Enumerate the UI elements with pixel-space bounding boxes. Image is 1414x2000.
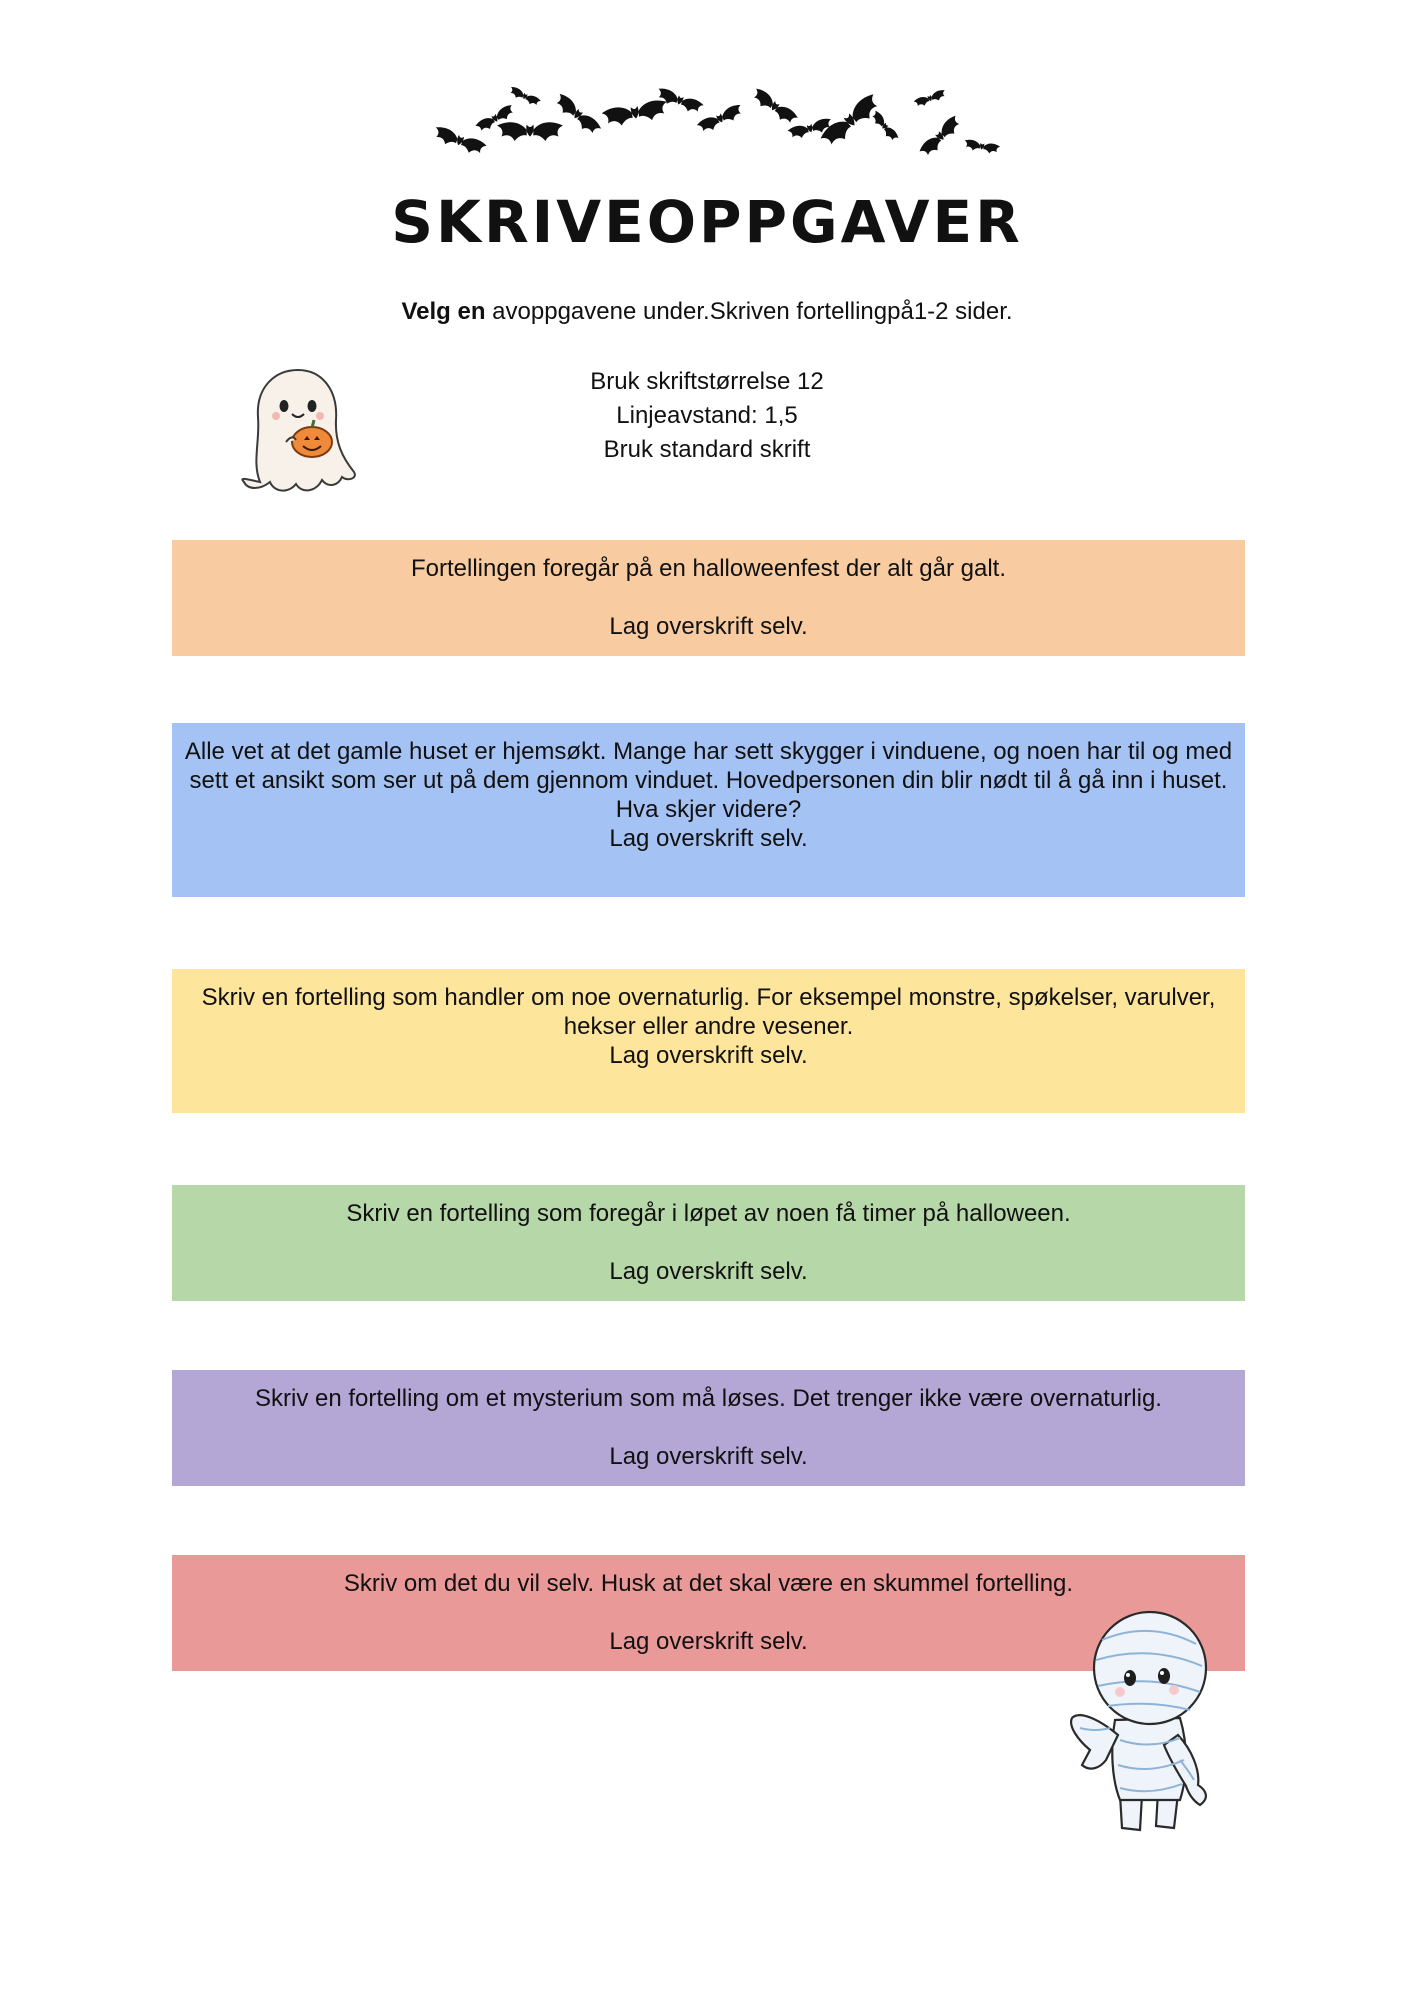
ghost-with-pumpkin-icon [230, 362, 365, 502]
task-text: Skriv en fortelling som foregår i løpet av noen få timer på halloween. [346, 1200, 1071, 1227]
task-box-1 [172, 540, 1245, 656]
task-box-5 [172, 1370, 1245, 1486]
task-text: Skriv en fortelling om et mysterium som må løses. Det trenger ikke være overnaturlig. [255, 1385, 1162, 1412]
task-text: Alle vet at det gamle huset er hjemsøkt. Mange har sett skygger i vinduene, og noen har til og med sett et ansikt som ser ut på dem gjennom vinduet. Hovedpersonen din blir nødt til å gå inn i huset. Hva skjer videre? [184, 738, 1233, 823]
task-footer: Lag overskrift selv. [609, 613, 808, 640]
task-text: Skriv om det du vil selv. Husk at det skal være en skummel fortelling. [343, 1570, 1074, 1597]
rule-font-size: Bruk skriftstørrelse 12 [590, 368, 824, 395]
task-footer: Lag overskrift selv. [609, 1628, 808, 1655]
task-box-3 [172, 969, 1245, 1113]
task-footer: Lag overskrift selv. [609, 1042, 808, 1069]
rule-font: Bruk standard skrift [603, 436, 811, 463]
task-box-4 [172, 1185, 1245, 1301]
intro-text [0, 298, 1414, 326]
mummy-icon [1060, 1600, 1235, 1845]
task-footer: Lag overskrift selv. [609, 1443, 808, 1470]
page-title: SKRIVEOPPGAVER [391, 188, 1023, 256]
task-text: Skriv en fortelling som handler om noe overnaturlig. For eksempel monstre, spøkelser, varulver, hekser eller andre vesener. [201, 984, 1216, 1040]
format-rules [0, 365, 1414, 467]
task-footer: Lag overskrift selv. [609, 825, 808, 852]
bats-icon [430, 78, 1010, 170]
rule-line-spacing: Linjeavstand: 1,5 [616, 402, 798, 429]
intro-bold: Velg en [401, 298, 486, 325]
task-box-2 [172, 723, 1245, 897]
task-footer: Lag overskrift selv. [609, 1258, 808, 1285]
intro-rest: avoppgavene under.Skriven fortellingpå1-2 sider. [485, 298, 1013, 325]
task-text: Fortellingen foregår på en halloweenfest der alt går galt. [410, 555, 1007, 582]
